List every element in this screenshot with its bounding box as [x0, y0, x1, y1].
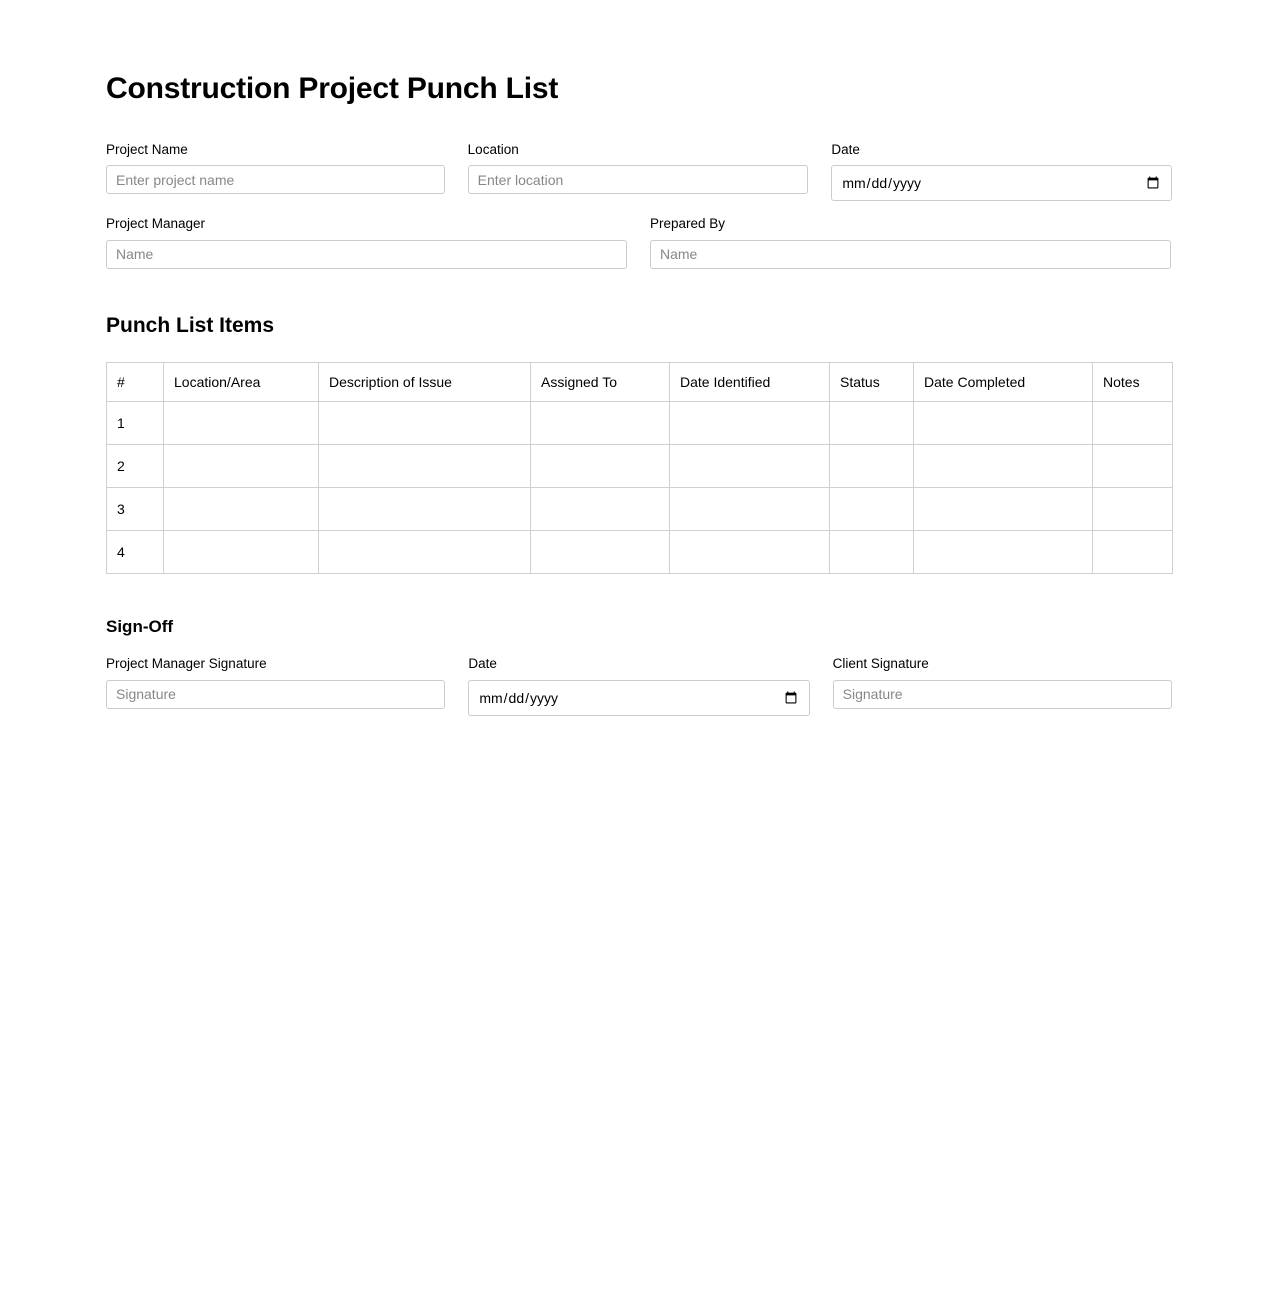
- column-header-description: Description of Issue: [319, 362, 531, 401]
- cell-date-identified[interactable]: [670, 487, 830, 530]
- cell-date-completed[interactable]: [914, 530, 1093, 573]
- prepared-by-input[interactable]: [650, 240, 1171, 269]
- row-number: 4: [107, 530, 164, 573]
- field-project-name: [106, 141, 445, 202]
- project-name-label: Project Name: [106, 141, 188, 157]
- column-header-date-completed: Date Completed: [914, 362, 1093, 401]
- sign-off-row: [106, 655, 1172, 716]
- cell-description[interactable]: [319, 444, 531, 487]
- section-spacer: [106, 283, 1172, 313]
- column-header-notes: Notes: [1093, 362, 1173, 401]
- project-name-input[interactable]: [106, 165, 445, 194]
- field-date: [831, 141, 1172, 202]
- punch-list-table-body: [107, 401, 1173, 573]
- cell-date-identified[interactable]: [670, 444, 830, 487]
- field-location: [468, 141, 809, 202]
- table-row: [107, 530, 1173, 573]
- sign-off-date-label: Date: [468, 656, 497, 672]
- table-row: [107, 401, 1173, 444]
- punch-list-table: [106, 362, 1173, 574]
- cell-location[interactable]: [164, 487, 319, 530]
- cell-status[interactable]: [830, 401, 914, 444]
- cell-location[interactable]: [164, 401, 319, 444]
- table-row: [107, 487, 1173, 530]
- cell-status[interactable]: [830, 487, 914, 530]
- project-manager-input[interactable]: [106, 240, 627, 269]
- cell-assigned-to[interactable]: [531, 444, 670, 487]
- prepared-by-label: Prepared By: [650, 216, 726, 232]
- cell-description[interactable]: [319, 401, 531, 444]
- pm-signature-label: Project Manager Signature: [106, 656, 267, 672]
- row-number: 2: [107, 444, 164, 487]
- cell-notes[interactable]: [1093, 444, 1173, 487]
- cell-description[interactable]: [319, 487, 531, 530]
- cell-date-completed[interactable]: [914, 401, 1093, 444]
- row-number: 3: [107, 487, 164, 530]
- field-project-manager: [106, 215, 627, 269]
- sign-off-date-input[interactable]: [468, 680, 809, 716]
- punch-list-table-head: [107, 362, 1173, 401]
- date-input[interactable]: [831, 165, 1172, 201]
- project-info-row-2: [106, 215, 1172, 269]
- table-row: [107, 444, 1173, 487]
- project-manager-label: Project Manager: [106, 216, 206, 232]
- cell-notes[interactable]: [1093, 401, 1173, 444]
- cell-assigned-to[interactable]: [531, 487, 670, 530]
- column-header-number: #: [107, 362, 164, 401]
- cell-status[interactable]: [830, 444, 914, 487]
- table-header-row: [107, 362, 1173, 401]
- column-header-status: Status: [830, 362, 914, 401]
- client-signature-input[interactable]: [833, 680, 1172, 709]
- cell-date-completed[interactable]: [914, 444, 1093, 487]
- field-prepared-by: [650, 215, 1171, 269]
- sign-off-section: [106, 617, 1172, 716]
- cell-notes[interactable]: [1093, 487, 1173, 530]
- column-header-date-identified: Date Identified: [670, 362, 830, 401]
- cell-status[interactable]: [830, 530, 914, 573]
- client-signature-label: Client Signature: [832, 656, 929, 672]
- cell-date-identified[interactable]: [670, 401, 830, 444]
- location-label: Location: [467, 141, 519, 157]
- cell-assigned-to[interactable]: [531, 401, 670, 444]
- column-header-assigned-to: Assigned To: [531, 362, 670, 401]
- row-number: 1: [107, 401, 164, 444]
- cell-date-completed[interactable]: [914, 487, 1093, 530]
- cell-notes[interactable]: [1093, 530, 1173, 573]
- punch-list-heading: Punch List Items: [106, 313, 275, 337]
- cell-description[interactable]: [319, 530, 531, 573]
- cell-location[interactable]: [164, 530, 319, 573]
- field-client-signature: [833, 655, 1172, 716]
- field-sign-off-date: [468, 655, 809, 716]
- cell-date-identified[interactable]: [670, 530, 830, 573]
- page-title: Construction Project Punch List: [106, 72, 559, 105]
- project-info-row-1: [106, 141, 1172, 202]
- pm-signature-input[interactable]: [106, 680, 445, 709]
- field-pm-signature: [106, 655, 445, 716]
- cell-location[interactable]: [164, 444, 319, 487]
- column-header-location: Location/Area: [164, 362, 319, 401]
- location-input[interactable]: [468, 165, 809, 194]
- sign-off-heading: Sign-Off: [106, 616, 174, 636]
- date-label: Date: [831, 141, 860, 157]
- cell-assigned-to[interactable]: [531, 530, 670, 573]
